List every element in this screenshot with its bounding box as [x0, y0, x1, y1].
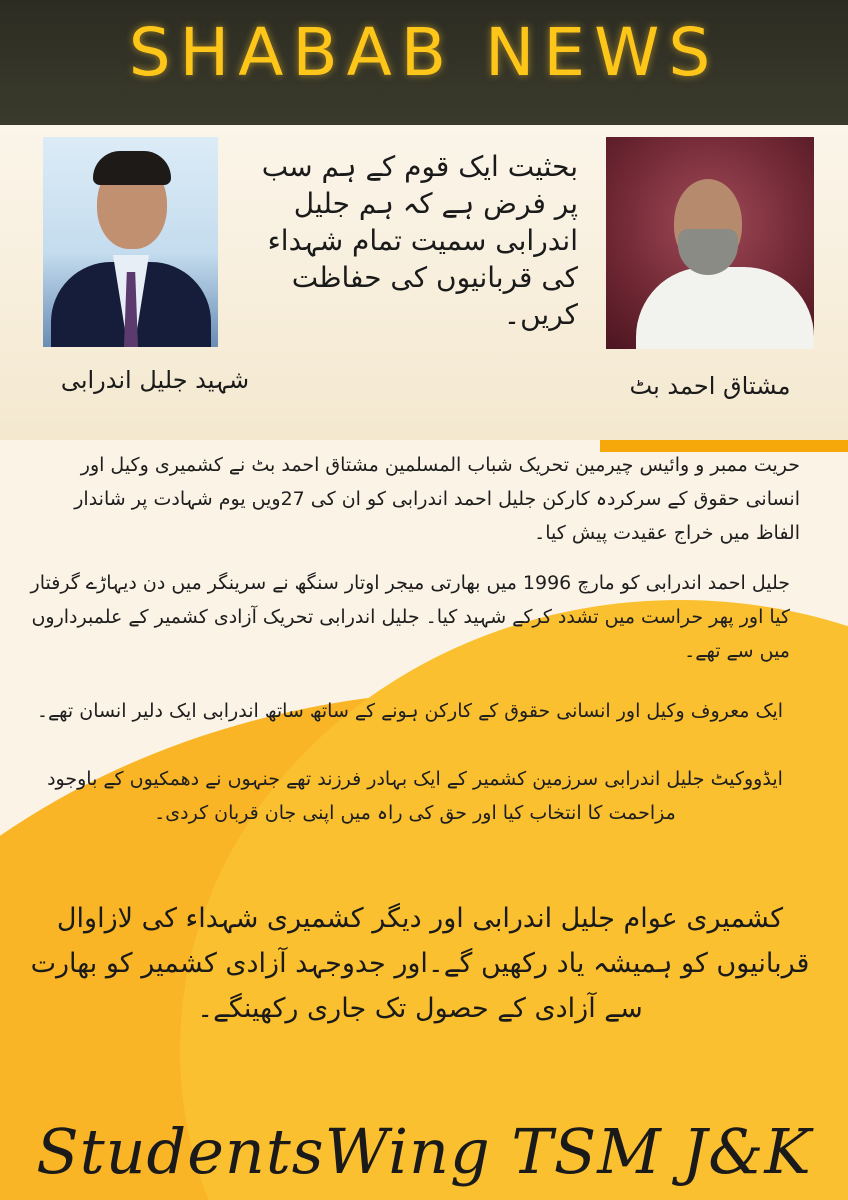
article-paragraph-4: ایڈووکیٹ جلیل اندرابی سرزمین کشمیر کے ایک بہادر فرزند تھے جنہوں نے دھمکیوں کے باوجود مزاحمت کا انتخاب کیا اور حق کی راہ میں اپنی جان قربان کردی۔: [47, 768, 783, 824]
portrait-right-photo: [606, 137, 814, 349]
article-paragraph-1: حریت ممبر و وائیس چیرمین تحریک شباب المسلمین مشتاق احمد بٹ نے کشمیری وکیل اور انسانی حقوق کے سرکردہ کارکن جلیل احمد اندرابی کو ان کی 27ویں یوم شہادت پر شاندار الفاظ میں خراج عقیدت پیش کیا۔: [74, 454, 800, 544]
header-bar: [0, 0, 848, 125]
article-paragraph-2: جلیل احمد اندرابی کو مارچ 1996 میں بھارتی میجر اوتار سنگھ نے سرینگر میں دن دیہاڑے گرفتار کیا اور پھر حراست میں تشدد کرکے شہید کیا۔ جلیل اندرابی تحریک آزادی کشمیر کے علمبرداروں میں سے تھے۔: [30, 572, 790, 662]
portrait-left-photo: [43, 137, 218, 347]
right-photo-caption: مشتاق احمد بٹ: [629, 372, 791, 400]
article-paragraph-3: ایک معروف وکیل اور انسانی حقوق کے کارکن ہونے کے ساتھ ساتھ اندرابی ایک دلیر انسان تھے۔: [36, 700, 784, 722]
brand-title: SHABAB NEWS: [128, 14, 720, 91]
closing-statement: کشمیری عوام جلیل اندرابی اور دیگر کشمیری شہداء کی لازاوال قربانیوں کو ہمیشہ یاد رکھیں گے۔اور جدوجہد آزادی کشمیر کو بھارت سے آزادی کے حصول تک جاری رکھینگے۔: [30, 903, 810, 1024]
left-photo-caption: شہید جلیل اندرابی: [60, 366, 250, 394]
headline-quote: بحثیت ایک قوم کے ہم سب پر فرض ہے کہ ہم جلیل اندرابی سمیت تمام شہداء کی قربانیوں کی حفاظت کریں۔: [261, 150, 578, 331]
footer-signature: StudentsWing TSM J&K: [36, 1115, 812, 1188]
